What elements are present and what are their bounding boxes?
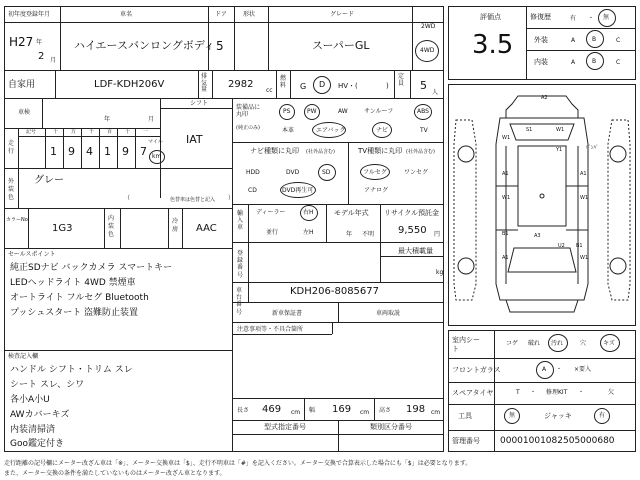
- max-load-unit: kg: [436, 269, 444, 276]
- capacity-unit: 人: [432, 89, 439, 96]
- tv-oneseg: ワンセグ: [404, 169, 429, 176]
- fuel-hv: HV・(: [338, 82, 358, 90]
- diagram-mark-a2: A2: [541, 95, 548, 101]
- model-year-unit: 年: [346, 231, 353, 238]
- navi-dvdplay: DVD再生可: [282, 187, 314, 194]
- digit-header-4: 百: [107, 129, 113, 135]
- repair-dot: ・: [588, 15, 595, 22]
- navi-title: ナビ種類に丸印: [250, 147, 299, 155]
- mile-label: マイル: [148, 139, 163, 145]
- history-new-car: 新車保証書: [272, 310, 303, 317]
- max-load-label: 最大積載量: [398, 247, 433, 255]
- diagram-mark-w1-b: W1: [502, 135, 511, 141]
- reg-month-unit: 月: [50, 57, 57, 64]
- exterior-grade-label: 外装: [534, 36, 548, 44]
- car-name-label: 車名: [120, 11, 133, 18]
- diagram-mark-y1: Y1: [556, 147, 563, 153]
- diagram-mark-a1-c: A1: [502, 255, 509, 261]
- interior-grade-label: 内装: [534, 58, 548, 66]
- interior-label: 内装色: [108, 215, 115, 238]
- diagram-mark-s1: S1: [526, 127, 533, 133]
- color-no-label: カラーNo.: [6, 217, 30, 223]
- diagram-mark-b1-a: B1: [502, 231, 509, 237]
- height-unit: cm: [431, 409, 441, 416]
- fuel-close: ): [386, 82, 389, 90]
- seat-label: 室内シート: [452, 336, 480, 354]
- repair-yes: 有: [570, 15, 577, 22]
- diagram-mark-a1-b: A1: [580, 171, 587, 177]
- inspector-note-2: 各小A小U: [10, 395, 50, 405]
- tv-fullseg: フルセグ: [363, 169, 387, 176]
- navi-dvd: DVD: [286, 169, 300, 176]
- length-unit: cm: [291, 409, 301, 416]
- diagram-mark-w1-a: W1: [556, 127, 565, 133]
- spare-tire-missing: 欠: [608, 389, 615, 396]
- int-grade-a: A: [571, 59, 576, 66]
- inspection-month-unit: 月: [148, 116, 155, 123]
- mileage-digit-5: 7: [140, 145, 147, 158]
- history-record: 車両取説: [376, 310, 401, 317]
- diagram-mark-a1-a: A1: [502, 171, 509, 177]
- cool: AAC: [196, 223, 217, 234]
- exterior-color: グレー: [34, 175, 64, 186]
- diagram-mark-w1-e: W1: [580, 255, 589, 261]
- length-label: 長さ: [237, 407, 250, 414]
- equip-tv: TV: [420, 127, 428, 134]
- length: 469: [262, 404, 282, 415]
- reg-year-label: 初年度登録年月: [8, 11, 51, 18]
- seat-yabure: 破れ: [528, 340, 541, 347]
- mileage-digit-0: 1: [50, 145, 57, 158]
- recycle-unit: 円: [434, 231, 441, 238]
- seat-koge: コゲ: [506, 340, 519, 347]
- sales-point-3: プッシュスタート 盗難防止装置: [10, 308, 139, 318]
- grade: スーパーGL: [312, 39, 370, 52]
- model-year-unknown: 不明: [362, 231, 375, 238]
- digit-header-0: 記号: [26, 129, 37, 135]
- inspection-label: 車検: [18, 109, 31, 116]
- import-left-h: 左H: [303, 229, 314, 236]
- car-name: ハイエースバンロングボディ: [74, 39, 215, 52]
- score: 3.5: [472, 30, 514, 60]
- shape-label: 形状: [243, 11, 256, 18]
- inspector-note-1: シート スレ、シワ: [10, 380, 85, 390]
- footer-line-2: また、メーター交換の条件を満たしていないものはメーター改ざん車となります。: [4, 470, 226, 477]
- drive-4wd: 4WD: [420, 47, 435, 54]
- grade-label: グレード: [330, 11, 355, 18]
- spare-tire-label: スペアタイヤ: [452, 389, 494, 397]
- navi-title-note: (社外品含む): [306, 149, 335, 155]
- digit-header-6: 一: [143, 129, 149, 135]
- inspector-note-4: 内装清掃済: [10, 425, 56, 435]
- displacement: 2982: [228, 79, 254, 90]
- int-grade-c: C: [616, 59, 621, 66]
- equip-navi: ナビ: [376, 127, 389, 134]
- inspector-note-3: AWカバーキズ: [10, 410, 70, 420]
- type-class-label: 類別区分番号: [370, 423, 412, 431]
- import-parallel: 並行: [266, 229, 279, 236]
- reg-month: 2: [38, 51, 45, 62]
- diagram-mark-b1-b: B1: [576, 243, 583, 249]
- diagram-mark-a3: A3: [534, 233, 541, 239]
- navi-sd: SD: [322, 169, 331, 176]
- chassis-label: 車台番号: [236, 287, 243, 316]
- spare-tire-dot-1: ・: [530, 389, 537, 396]
- score-label: 評価点: [480, 13, 501, 21]
- tv-title: TV種類に丸印: [358, 147, 403, 155]
- navi-hdd: HDD: [246, 169, 260, 176]
- digit-header-5: 十: [125, 129, 131, 135]
- front-glass-replace: ×要入: [574, 366, 592, 373]
- color-no: 1G3: [52, 223, 73, 234]
- inspector-label: 検査記入欄: [8, 353, 39, 360]
- digit-header-2: 万: [71, 129, 77, 135]
- capacity: 5: [420, 79, 427, 92]
- model-year-label: モデル年式: [334, 209, 369, 217]
- registration-label: 登録番号: [237, 250, 244, 279]
- tools-label: 工具: [458, 412, 472, 420]
- shift-label: シフト: [190, 100, 209, 107]
- paren-close: ）: [228, 195, 235, 202]
- inspector-note-0: ハンドル シフト・トリム スレ: [10, 365, 133, 375]
- digit-header-3: 千: [89, 129, 95, 135]
- width-label: 幅: [309, 407, 316, 414]
- sales-points-label: セールスポイント: [8, 251, 56, 258]
- caution-label: 注意事項等・不具合箇所: [237, 326, 304, 333]
- mgmt-label: 管理番号: [452, 437, 480, 445]
- diagram-mark-bumper: ﾊﾞﾝﾊﾟ: [586, 145, 599, 151]
- equip-leather: 本革: [282, 127, 295, 134]
- shift: IAT: [186, 133, 203, 146]
- sales-point-2: オートライト フルセグ Bluetooth: [10, 293, 149, 303]
- equipment-sub-label: (純正のみ): [236, 125, 260, 131]
- equipment-label: 装備品に丸印: [236, 104, 261, 119]
- front-glass-label: フロントガラス: [452, 366, 501, 374]
- width: 169: [332, 404, 352, 415]
- seat-yogore: 汚れ: [551, 340, 564, 347]
- fuel-label: 燃料: [280, 75, 287, 89]
- equip-pw: PW: [307, 108, 317, 115]
- height-label: 高さ: [379, 407, 392, 414]
- model-code: LDF-KDH206V: [94, 79, 165, 90]
- diagram-mark-w1-d: W1: [580, 195, 589, 201]
- capacity-label: 定員: [398, 73, 405, 87]
- navi-cd: CD: [248, 187, 257, 194]
- tools-value: 無: [509, 412, 516, 419]
- tv-analog: アナログ: [364, 187, 389, 194]
- recycle-value: 9,550: [398, 225, 427, 236]
- jack-label: ジャッキ: [544, 412, 572, 420]
- paren-open: （: [124, 195, 131, 202]
- digit-header-1: 十: [53, 129, 59, 135]
- cool-label: 冷房: [172, 218, 179, 233]
- front-glass-a: A: [542, 366, 547, 373]
- drive-2wd: 2WD: [421, 23, 436, 30]
- doors: 5: [216, 39, 224, 53]
- km-label: km: [152, 153, 162, 160]
- door-label: ドア: [215, 11, 227, 18]
- displacement-label-1: 排気量: [201, 73, 208, 94]
- seat-ana: 穴: [580, 340, 587, 347]
- diagram-mark-w1-c: W1: [502, 195, 511, 201]
- equip-sunroof: サンルーフ: [364, 108, 394, 115]
- usage: 自家用: [8, 80, 36, 90]
- import-right-h: 右H: [303, 209, 314, 216]
- repair-no: 無: [603, 14, 610, 21]
- inspection-year-unit: 年: [104, 116, 111, 123]
- import-dealer: ディーラー: [256, 209, 286, 216]
- repair-label: 修復歴: [530, 13, 551, 21]
- chassis-value: KDH206-8085677: [290, 286, 380, 297]
- footer-line-1: 走行距離の記号欄にメーター改ざん車は「※」、メーター交換車は「$」、走行不明車は「#」を記入ください。メーター交換で合算表示した場合にも「$」は必要となります。: [4, 460, 472, 467]
- equip-aw: AW: [338, 108, 348, 115]
- mileage-digit-3: 1: [104, 145, 111, 158]
- sales-point-1: LEDヘッドライト 4WD 禁煙車: [10, 278, 136, 288]
- spare-tire-dot-2: ・: [578, 389, 585, 396]
- ext-grade-a: A: [571, 37, 576, 44]
- front-glass-dot: ・: [556, 366, 563, 373]
- reg-era-year: H27: [9, 35, 34, 49]
- import-label: 輸入車: [237, 210, 244, 232]
- fuel-d: D: [319, 80, 326, 89]
- ext-grade-c: C: [616, 37, 621, 44]
- spare-tire-kit: 修理KIT: [546, 389, 568, 396]
- recycle-label: リサイクル預託金: [384, 209, 440, 217]
- cc-unit: cc: [266, 87, 273, 94]
- equip-airbag: エアバック: [316, 127, 346, 134]
- height: 198: [406, 404, 426, 415]
- exterior-label: 外装色: [8, 178, 15, 201]
- mileage-digit-2: 4: [86, 145, 93, 158]
- car-diagram: [448, 84, 636, 326]
- sales-point-0: 純正SDナビ バックカメラ スマートキー: [10, 263, 173, 273]
- mgmt-value: 00001001082505000680: [500, 436, 615, 446]
- type-approval-label: 型式指定番号: [264, 423, 306, 431]
- width-unit: cm: [360, 409, 370, 416]
- reg-year-unit: 年: [36, 39, 43, 46]
- int-grade-b: B: [592, 58, 597, 65]
- tv-title-note: (社外品含む): [406, 149, 435, 155]
- inspector-note-5: Goo鑑定付き: [10, 439, 64, 449]
- fuel-g: G: [300, 82, 307, 91]
- color-change-note: 色替車は色替と記入: [170, 197, 216, 203]
- mileage-digit-4: 9: [122, 145, 129, 158]
- mileage-digit-1: 9: [68, 145, 75, 158]
- seat-kizu: キズ: [603, 340, 615, 347]
- equip-abs: ABS: [417, 108, 429, 115]
- equip-ps: PS: [283, 108, 291, 115]
- jack-value: 有: [599, 412, 606, 419]
- diagram-mark-u2: U2: [558, 243, 565, 249]
- ext-grade-b: B: [592, 36, 597, 43]
- mileage-label: 走行: [8, 140, 15, 155]
- spare-tire-t: T: [516, 389, 520, 396]
